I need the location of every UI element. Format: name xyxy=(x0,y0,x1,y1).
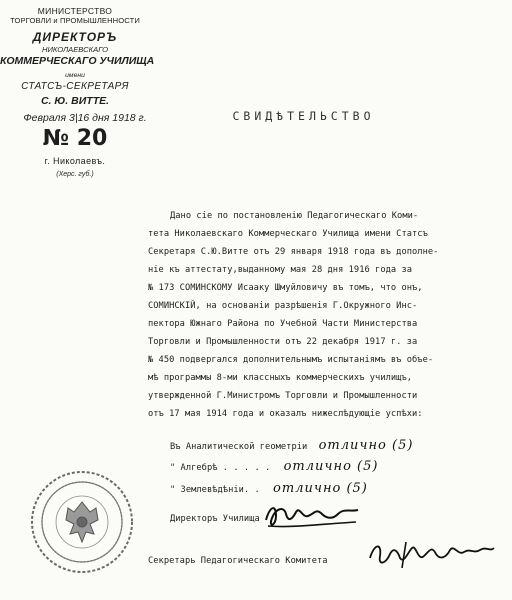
header-witte: С. Ю. ВИТТЕ. xyxy=(40,95,110,107)
director-label: Директоръ Училища xyxy=(170,514,260,524)
header-city: г. Николаевъ. xyxy=(44,156,106,166)
body-line-7: пектора Южнаго Района по Учебной Части Министерства xyxy=(148,319,418,329)
body-line-11: утвержденной Г.Министромъ Торговли и Промышленности xyxy=(148,391,418,401)
header-school: КОММЕРЧЕСКАГО УЧИЛИЩА xyxy=(0,55,155,67)
body-line-8: Торговли и Промышленности отъ 22 декабря 1917 г. за xyxy=(148,337,418,347)
grade-value: отлично (5) xyxy=(273,481,368,496)
secretary-label: Секретарь Педагогическаго Комитета xyxy=(148,556,328,566)
grade-subject: Въ Аналитической геометріи xyxy=(170,442,308,452)
header-ministry: МИНИСТЕРСТВО xyxy=(37,6,113,16)
body-line-10: мѣ программы 8-ми классныхъ коммерческихъ училищъ, xyxy=(148,373,413,383)
header-statss: СТАТСЪ-СЕКРЕТАРЯ xyxy=(21,81,129,92)
header-province: (Херс. губ.) xyxy=(56,171,94,178)
body-line-6: СОМИНСКІЙ, на основаніи разрѣшенія Г.Окружного Инс- xyxy=(148,301,418,311)
header-nikolaev: НИКОЛАЕВСКАГО xyxy=(41,45,108,54)
body-line-2: тета Николаевскаго Коммерческаго Училища имени Статсъ xyxy=(148,229,428,239)
body-line-3: Секретаря С.Ю.Витте отъ 29 января 1918 года въ дополне- xyxy=(148,247,439,257)
body-line-4: ніе къ аттестату,выданному мая 28 дня 1916 года за xyxy=(148,265,413,275)
body-line-12: отъ 17 мая 1914 года и оказалъ нижеслѣдующіе успѣхи: xyxy=(148,409,423,419)
grade-row-3 xyxy=(170,481,368,496)
director-signature xyxy=(262,498,362,534)
grade-row-2 xyxy=(170,459,378,474)
document-title: СВИДѢТЕЛЬСТВО xyxy=(232,109,375,123)
official-seal xyxy=(28,468,136,576)
grade-subject: " Землевѣдѣніи. . xyxy=(170,485,260,495)
grade-subject: " Алгебрѣ . . . . . xyxy=(170,463,271,473)
header-date-line: Февраля 3|16 дня 1918 г. xyxy=(23,112,147,124)
secretary-signature xyxy=(366,538,498,572)
grade-value: отлично (5) xyxy=(318,438,414,453)
body-line-5: № 173 СОМИНСКОМУ Исааку Шмуйловичу въ томъ, что онъ, xyxy=(148,283,423,293)
header-imeni: имени xyxy=(65,72,85,79)
header-director: ДИРЕКТОРЪ xyxy=(32,30,118,44)
header-ministry-sub: ТОРГОВЛИ и ПРОМЫШЛЕННОСТИ xyxy=(10,16,140,25)
body-line-1: Дано сіе по постановленію Педагогическаго Коми- xyxy=(170,211,419,221)
header-number: № 20 xyxy=(42,126,108,151)
body-line-9: № 450 подвергался дополнительнымъ испытаніямъ въ объе- xyxy=(148,355,434,365)
grade-value: отлично (5) xyxy=(283,459,379,474)
grade-row-1 xyxy=(170,438,413,453)
